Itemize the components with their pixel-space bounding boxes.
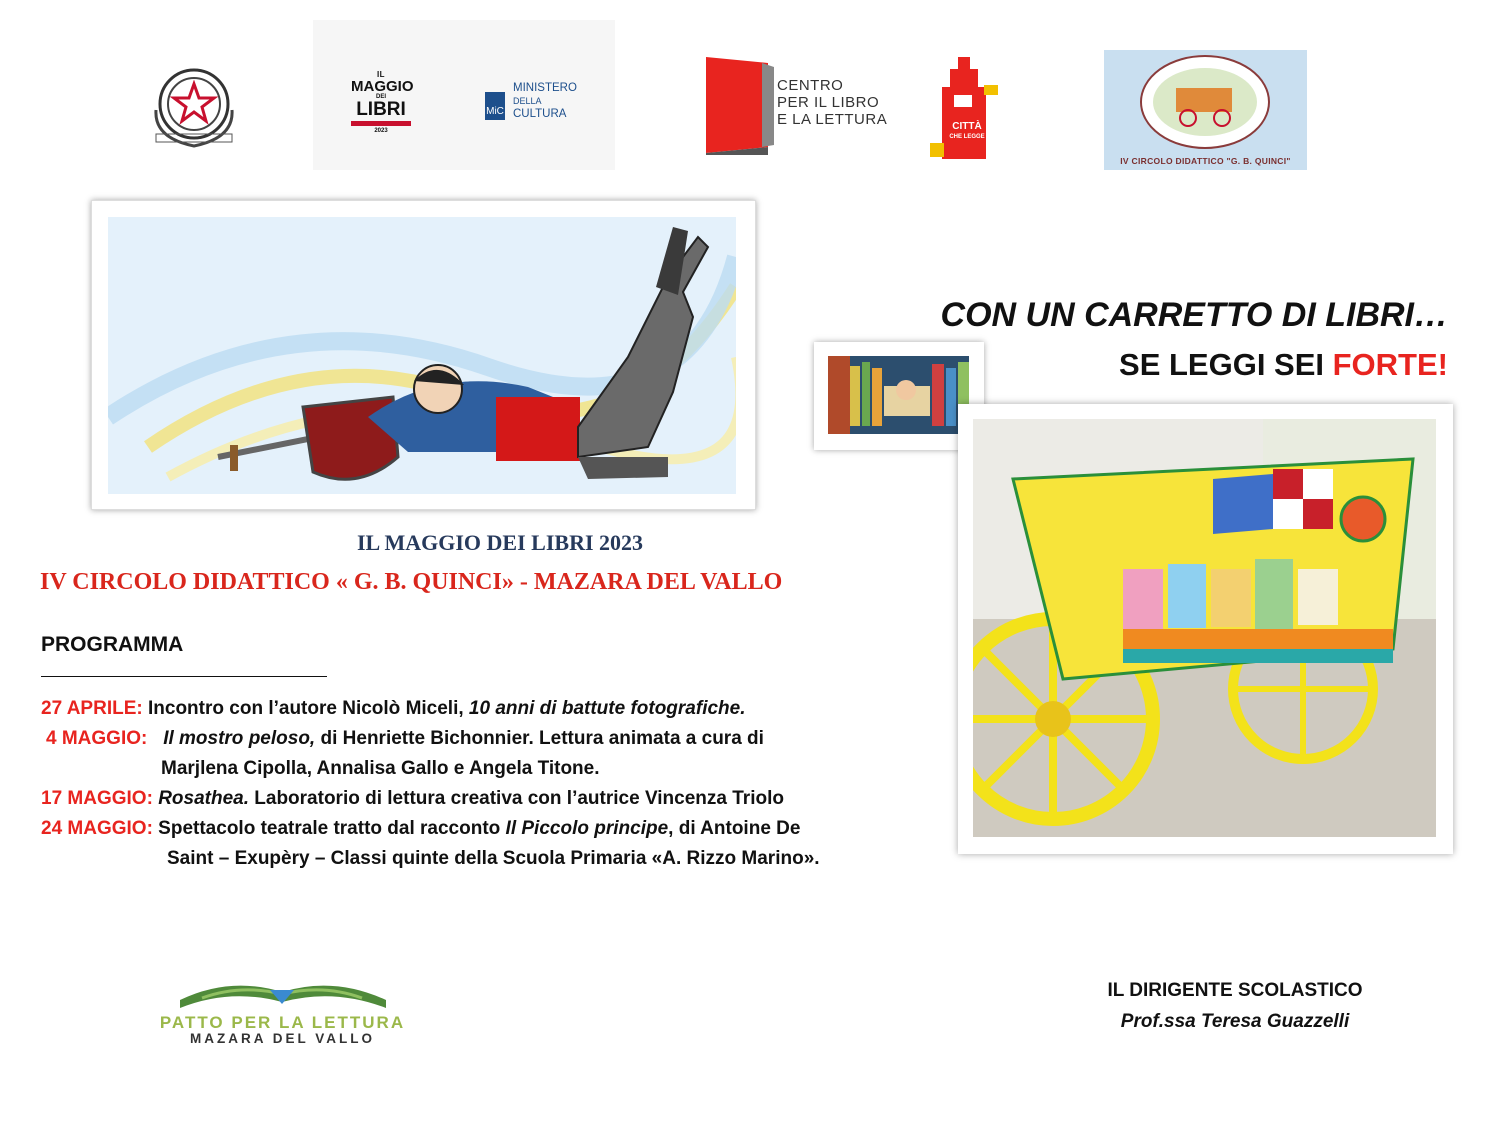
program-item: 17 MAGGIO: Rosathea. Laboratorio di lettura creativa con l’autrice Vincenza Triolo bbox=[41, 788, 784, 809]
maggio-dei-libri-badge: IL MAGGIO DEI LIBRI 2023 bbox=[351, 70, 414, 134]
program-item: 24 MAGGIO: Spettacolo teatrale tratto dal racconto Il Piccolo principe, di Antoine De bbox=[41, 818, 801, 839]
program-item: 27 APRILE: Incontro con l’autore Nicolò Miceli, 10 anni di battute fotografiche. bbox=[41, 698, 746, 719]
ministero-cultura-logo: MiC MINISTERO DELLA CULTURA bbox=[486, 82, 577, 120]
headline-line1: CON UN CARRETTO DI LIBRI… bbox=[940, 296, 1448, 334]
circolo-quinci-logo: IV CIRCOLO DIDATTICO "G. B. QUINCI" bbox=[1104, 50, 1307, 170]
dirigente-name: Prof.ssa Teresa Guazzelli bbox=[1120, 1011, 1350, 1032]
italian-republic-emblem bbox=[136, 60, 252, 152]
maggio-dei-libri-logo-panel bbox=[313, 20, 615, 170]
headline-highlight: FORTE! bbox=[1332, 347, 1448, 382]
dirigente-role: IL DIRIGENTE SCOLASTICO bbox=[1107, 980, 1363, 1001]
program-item-continuation: Marjlena Cipolla, Annalisa Gallo e Angela Titone. bbox=[161, 758, 600, 779]
cepell-logo: CENTRO PER IL LIBRO E LA LETTURA bbox=[700, 55, 900, 155]
program-item-continuation: Saint – Exupèry – Classi quinte della Scuola Primaria «A. Rizzo Marino». bbox=[167, 848, 820, 869]
svg-text:MiC: MiC bbox=[486, 106, 504, 117]
school-title: IV CIRCOLO DIDATTICO « G. B. QUINCI» - MAZARA DEL VALLO bbox=[40, 569, 783, 595]
sicilian-cart-photo bbox=[958, 404, 1453, 854]
program-item: 4 MAGGIO: Il mostro peloso, di Henriette Bichonnier. Lettura animata a cura di bbox=[46, 728, 764, 749]
patto-per-la-lettura-logo: PATTO PER LA LETTURA MAZARA DEL VALLO bbox=[110, 974, 455, 1054]
programma-heading: PROGRAMMA bbox=[41, 633, 184, 656]
event-title: IL MAGGIO DEI LIBRI 2023 bbox=[356, 530, 644, 555]
citta-che-legge-logo: CITTÀ CHE LEGGE bbox=[928, 55, 1000, 165]
knight-reading-illustration bbox=[91, 200, 756, 510]
programma-divider bbox=[41, 676, 327, 677]
headline-line2: SE LEGGI SEI FORTE! bbox=[1119, 347, 1448, 382]
